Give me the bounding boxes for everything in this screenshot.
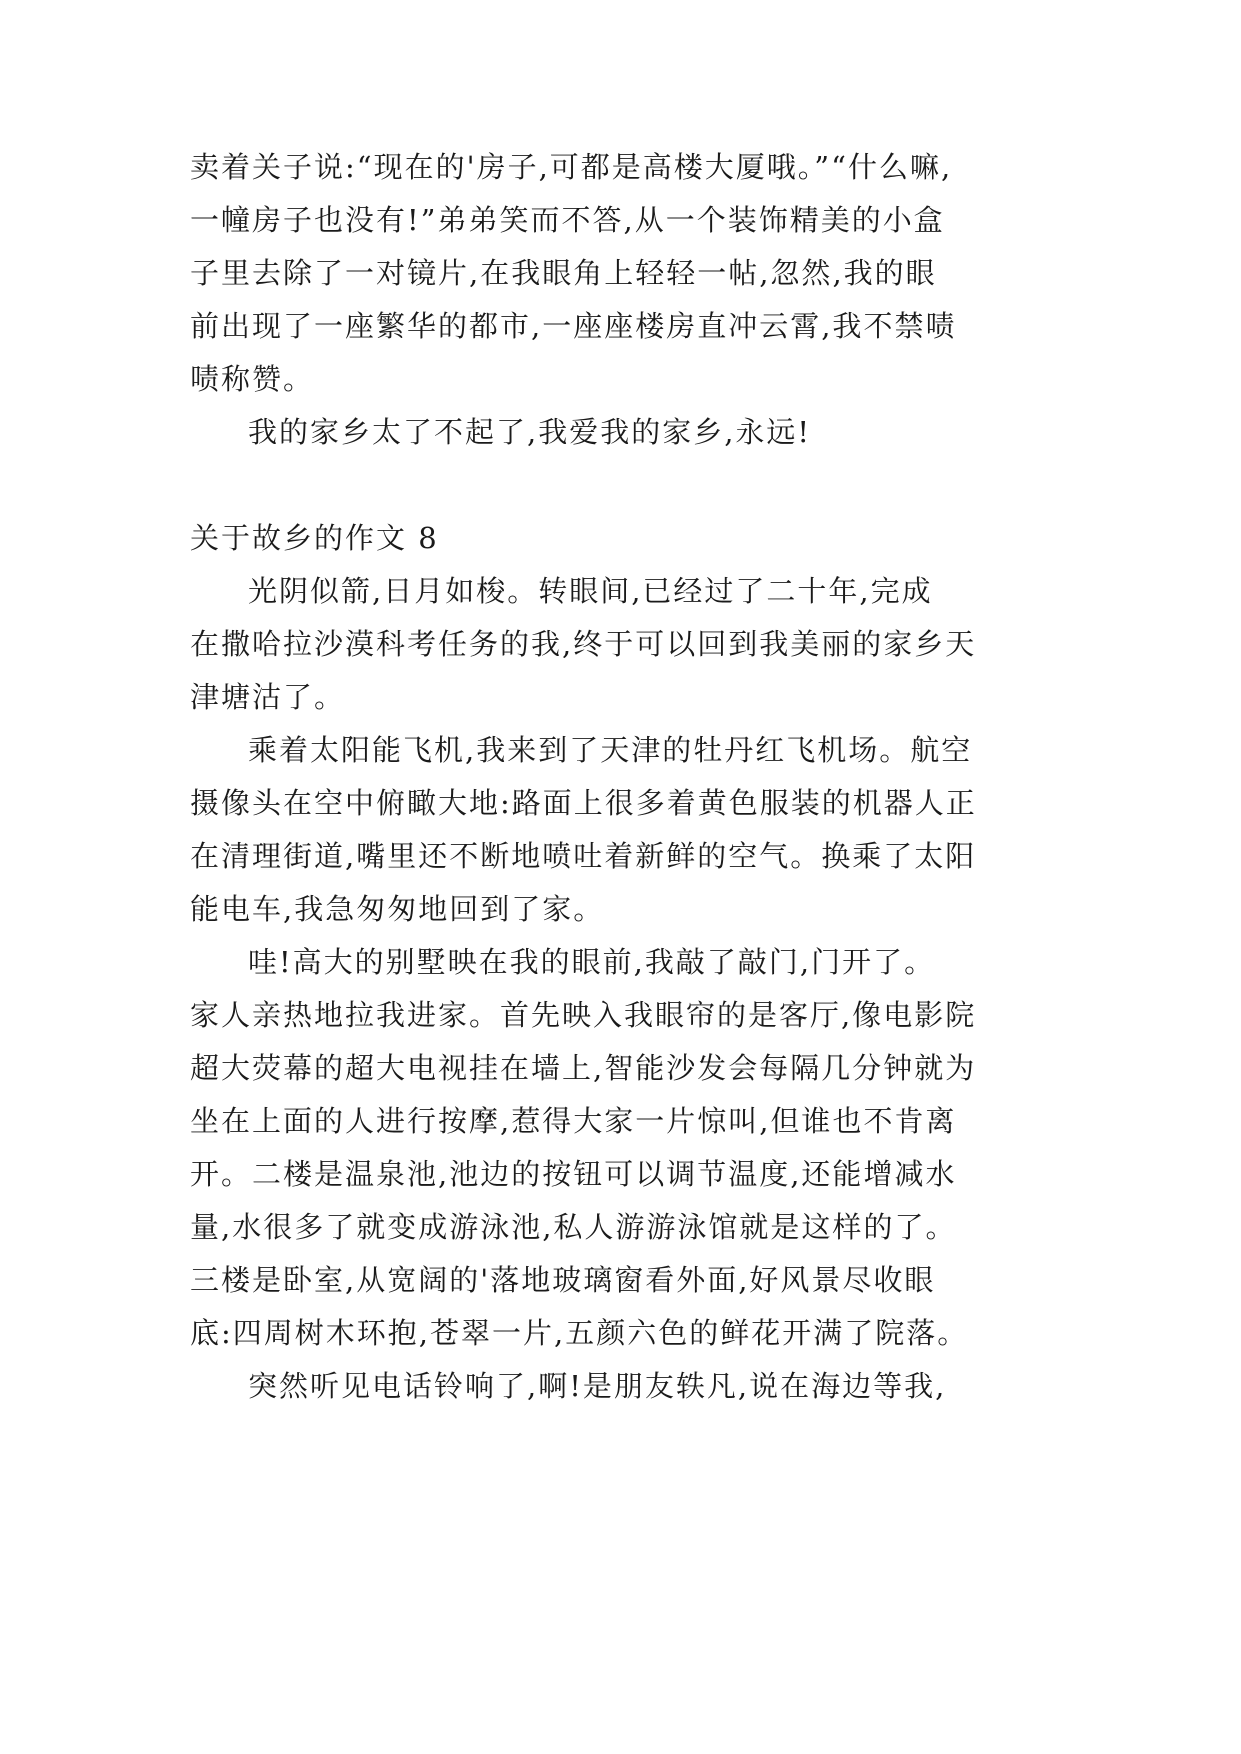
text-line: 坐在上面的人进行按摩,惹得大家一片惊叫,但谁也不肯离: [190, 1104, 957, 1138]
paragraph-start-line: 我的家乡太了不起了,我爱我的家乡,永远!: [248, 415, 812, 449]
text-line: 家人亲热地拉我进家。首先映入我眼帘的是客厅,像电影院: [190, 998, 977, 1032]
text-line: 开。二楼是温泉池,池边的按钮可以调节温度,还能增减水: [190, 1157, 957, 1191]
paragraph-start-line: 光阴似箭,日月如梭。转眼间,已经过了二十年,完成: [248, 574, 933, 608]
text-line: 在清理街道,嘴里还不断地喷吐着新鲜的空气。换乘了太阳: [190, 839, 977, 873]
text-line: 津塘沽了。: [190, 680, 346, 714]
text-line: 在撒哈拉沙漠科考任务的我,终于可以回到我美丽的家乡天: [190, 627, 977, 661]
paragraph-start-line: 乘着太阳能飞机,我来到了天津的牡丹红飞机场。航空: [248, 733, 973, 767]
text-line: 量,水很多了就变成游泳池,私人游游泳馆就是这样的了。: [190, 1210, 957, 1244]
text-line: 啧称赞。: [190, 362, 315, 396]
text-line: 底:四周树木环抱,苍翠一片,五颜六色的鲜花开满了院落。: [190, 1316, 969, 1350]
text-line: 前出现了一座繁华的都市,一座座楼房直冲云霄,我不禁啧: [190, 309, 957, 343]
section-heading: 关于故乡的作文 8: [190, 521, 439, 555]
text-line: 能电车,我急匆匆地回到了家。: [190, 892, 605, 926]
paragraph-start-line: 突然听见电话铃响了,啊!是朋友轶凡,说在海边等我,: [248, 1369, 947, 1403]
text-line: 三楼是卧室,从宽阔的'落地玻璃窗看外面,好风景尽收眼: [190, 1263, 936, 1297]
text-line: 一幢房子也没有!”弟弟笑而不答,从一个装饰精美的小盒: [190, 203, 945, 237]
text-line: 摄像头在空中俯瞰大地:路面上很多着黄色服装的机器人正: [190, 786, 977, 820]
text-line: 卖着关子说:“现在的'房子,可都是高楼大厦哦。”“什么嘛,: [190, 150, 953, 184]
text-line: 子里去除了一对镜片,在我眼角上轻轻一帖,忽然,我的眼: [190, 256, 937, 290]
paragraph-start-line: 哇!高大的别墅映在我的眼前,我敲了敲门,门开了。: [248, 945, 936, 979]
text-line: 超大荧幕的超大电视挂在墙上,智能沙发会每隔几分钟就为: [190, 1051, 977, 1085]
